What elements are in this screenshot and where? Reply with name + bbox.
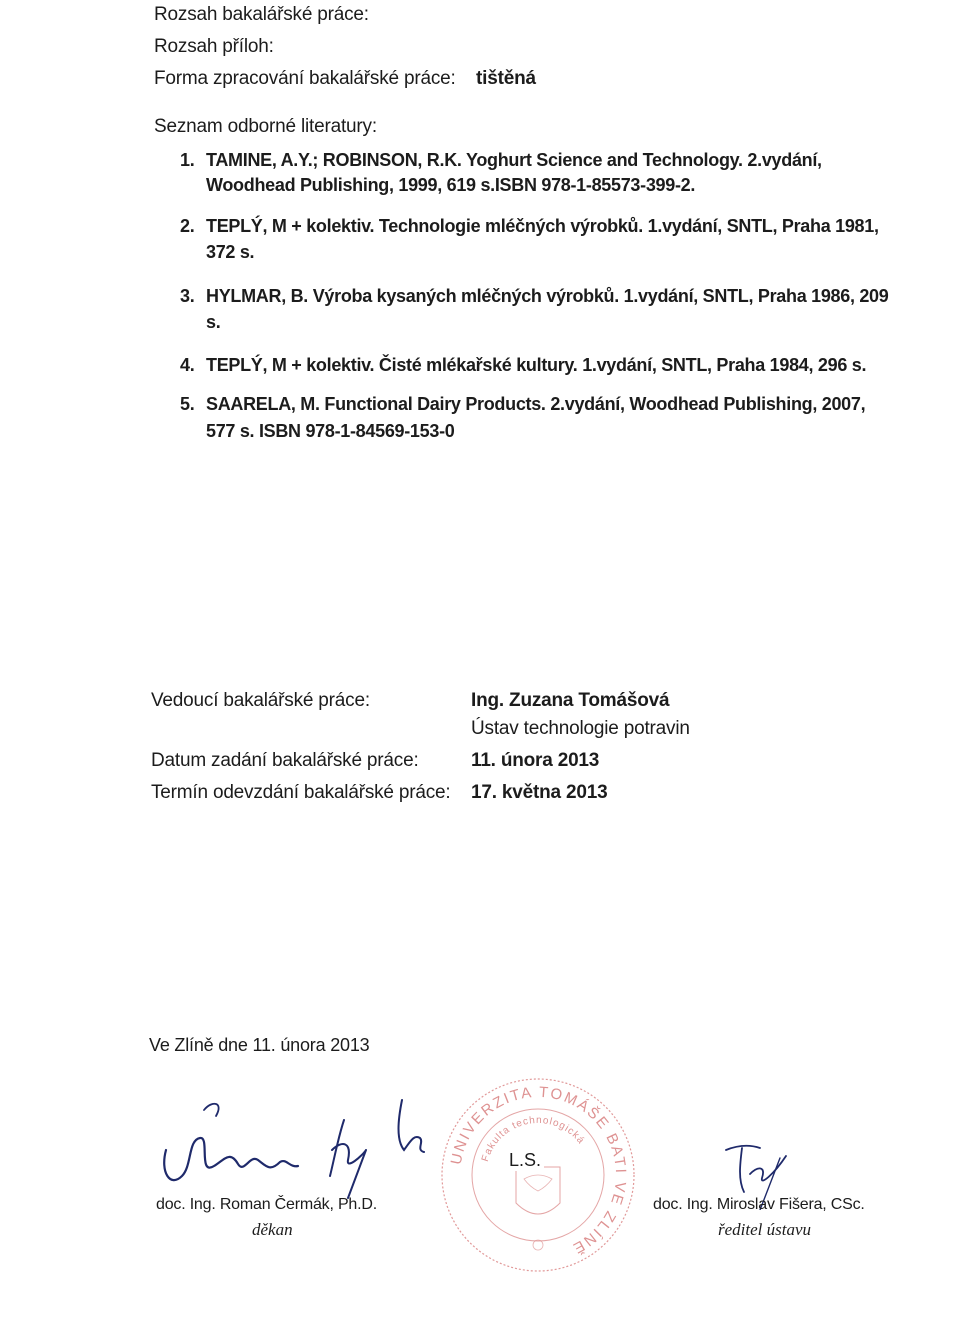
reference-number: 5.	[180, 394, 195, 414]
form-label: Forma zpracování bakalářské práce:	[154, 68, 456, 89]
director-name: doc. Ing. Miroslav Fišera, CSc.	[653, 1196, 865, 1213]
reference-continuation	[180, 173, 900, 198]
dean-name: doc. Ing. Roman Čermák, Ph.D.	[156, 1196, 377, 1213]
deadline-date: 17. května 2013	[471, 782, 608, 803]
reference-continuation	[180, 310, 900, 335]
reference-line: TEPLÝ, M + kolektiv. Technologie mléčných výrobků. 1.vydání, SNTL, Praha 1981,	[206, 216, 879, 236]
reference-line: Woodhead Publishing, 1999, 619 s.ISBN 978-1-85573-399-2.	[206, 175, 696, 195]
assigned-label: Datum zadání bakalářské práce:	[151, 750, 419, 771]
form-value: tištěná	[476, 68, 536, 89]
attachments-label: Rozsah příloh:	[154, 36, 274, 57]
scope-label: Rozsah bakalářské práce:	[154, 4, 369, 25]
reference-number: 3.	[180, 286, 195, 306]
stamp-eagle-icon	[524, 1175, 552, 1191]
reference-item	[180, 214, 900, 239]
reference-number: 1.	[180, 150, 195, 170]
stamp-shield-icon	[516, 1167, 560, 1214]
assigned-date: 11. února 2013	[471, 750, 600, 771]
reference-line: TAMINE, A.Y.; ROBINSON, R.K. Yoghurt Science and Technology. 2.vydání,	[206, 150, 822, 170]
reference-line: s.	[206, 312, 221, 332]
reference-number: 2.	[180, 216, 195, 236]
place-date: Ve Zlíně dne 11. února 2013	[149, 1035, 370, 1055]
supervisor-institute: Ústav technologie potravin	[471, 718, 690, 739]
reference-number: 4.	[180, 355, 195, 375]
supervisor-label: Vedoucí bakalářské práce:	[151, 690, 370, 711]
reference-item	[180, 353, 900, 378]
dean-signature	[152, 1080, 442, 1200]
deadline-label: Termín odevzdání bakalářské práce:	[151, 782, 451, 803]
reference-line: HYLMAR, B. Výroba kysaných mléčných výrobků. 1.vydání, SNTL, Praha 1986, 209	[206, 286, 889, 306]
literature-label: Seznam odborné literatury:	[154, 116, 377, 137]
reference-continuation	[180, 240, 900, 265]
reference-line: 372 s.	[206, 242, 255, 262]
reference-line: TEPLÝ, M + kolektiv. Čisté mlékařské kultury. 1.vydání, SNTL, Praha 1984, 296 s.	[206, 355, 867, 375]
reference-item	[180, 284, 900, 309]
director-title: ředitel ústavu	[718, 1220, 812, 1239]
reference-line: 577 s. ISBN 978-1-84569-153-0	[206, 421, 455, 441]
reference-item	[180, 148, 900, 173]
reference-item	[180, 392, 900, 417]
stamp-ls: L.S.	[506, 1150, 544, 1171]
supervisor-name: Ing. Zuzana Tomášová	[471, 690, 670, 711]
official-stamp	[438, 1075, 638, 1275]
stamp-inner-text: Fakulta technologická	[479, 1114, 587, 1164]
stamp-ring-text: UNIVERZITA TOMÁŠE BATI VE ZLÍNĚ	[447, 1083, 630, 1258]
reference-continuation	[180, 419, 900, 444]
dean-title: děkan	[252, 1220, 293, 1239]
reference-line: SAARELA, M. Functional Dairy Products. 2.vydání, Woodhead Publishing, 2007,	[206, 394, 866, 414]
